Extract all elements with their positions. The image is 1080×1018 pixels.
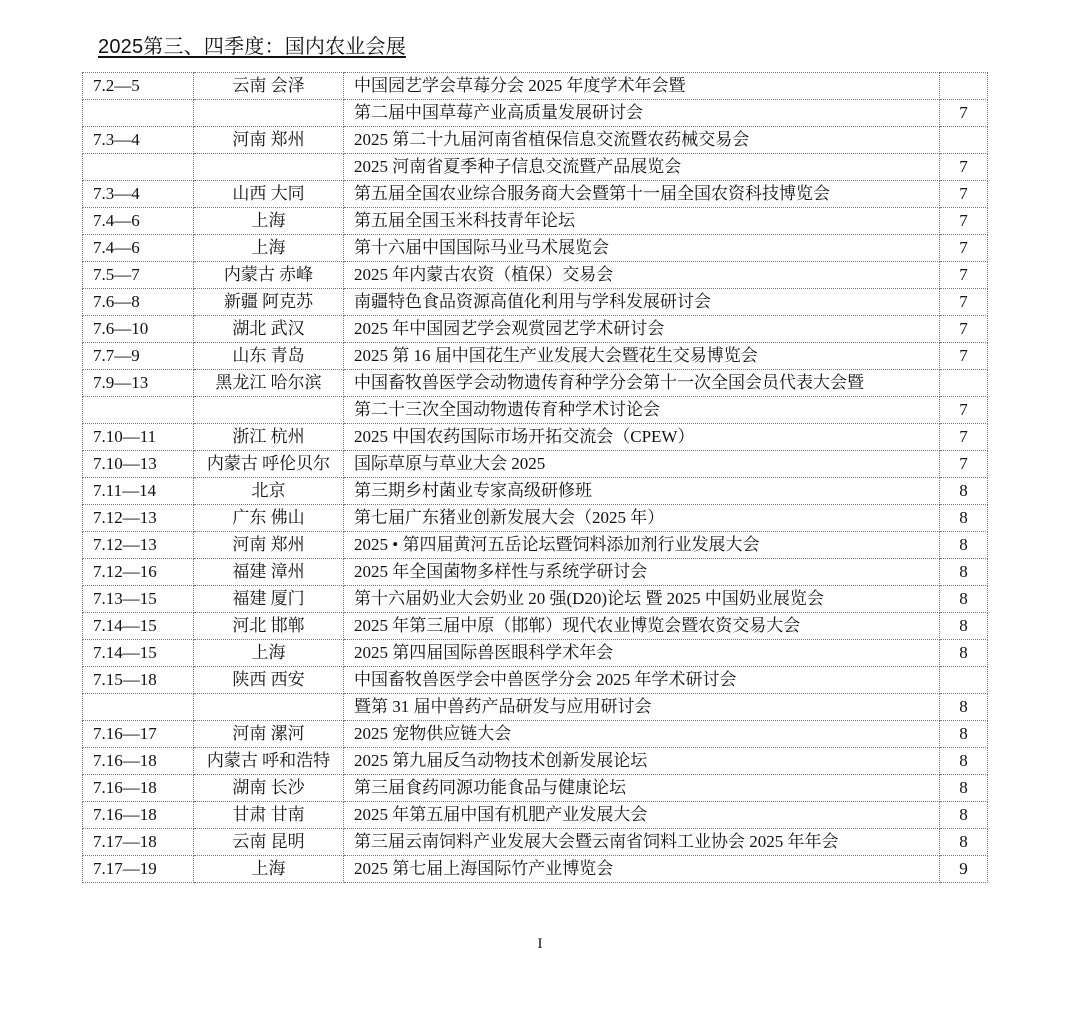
- page-ref-cell: 7: [940, 154, 988, 181]
- page-ref-cell: 7: [940, 289, 988, 316]
- page-number: I: [537, 936, 543, 952]
- page-ref-cell: 7: [940, 181, 988, 208]
- table-row: [83, 505, 988, 532]
- page-ref-cell: 8: [940, 721, 988, 748]
- date-cell: 7.12—16: [83, 559, 194, 586]
- page-ref-cell: 8: [940, 532, 988, 559]
- location-cell: [194, 154, 344, 181]
- table-row: [83, 667, 988, 694]
- date-cell: 7.14—15: [83, 640, 194, 667]
- date-cell: 7.9—13: [83, 370, 194, 397]
- location-cell: 上海: [194, 235, 344, 262]
- table-row: [83, 694, 988, 721]
- event-cell: 2025 年第三届中原（邯郸）现代农业博览会暨农资交易大会: [344, 613, 940, 640]
- event-cell: 第五届全国农业综合服务商大会暨第十一届全国农资科技博览会: [344, 181, 940, 208]
- location-cell: 福建 厦门: [194, 586, 344, 613]
- location-cell: 湖南 长沙: [194, 775, 344, 802]
- location-cell: 陕西 西安: [194, 667, 344, 694]
- event-cell: 第二届中国草莓产业高质量发展研讨会: [344, 100, 940, 127]
- table-row: [83, 100, 988, 127]
- table-row: [83, 721, 988, 748]
- event-cell: 中国园艺学会草莓分会 2025 年度学术年会暨: [344, 73, 940, 100]
- date-cell: 7.12—13: [83, 532, 194, 559]
- table-row: [83, 532, 988, 559]
- event-cell: 2025 年全国菌物多样性与系统学研讨会: [344, 559, 940, 586]
- location-cell: 甘肃 甘南: [194, 802, 344, 829]
- event-cell: 2025 第 16 届中国花生产业发展大会暨花生交易博览会: [344, 343, 940, 370]
- date-cell: 7.17—19: [83, 856, 194, 883]
- location-cell: 上海: [194, 640, 344, 667]
- location-cell: 河北 邯郸: [194, 613, 344, 640]
- date-cell: 7.4—6: [83, 235, 194, 262]
- page-ref-cell: 7: [940, 100, 988, 127]
- table-row: [83, 856, 988, 883]
- event-cell: 中国畜牧兽医学会中兽医学分会 2025 年学术研讨会: [344, 667, 940, 694]
- page-ref-cell: [940, 370, 988, 397]
- table-row: [83, 451, 988, 478]
- location-cell: 上海: [194, 856, 344, 883]
- event-cell: 2025 年第五届中国有机肥产业发展大会: [344, 802, 940, 829]
- date-cell: 7.6—8: [83, 289, 194, 316]
- table-row: [83, 829, 988, 856]
- table-row: [83, 181, 988, 208]
- location-cell: 湖北 武汉: [194, 316, 344, 343]
- page-ref-cell: 8: [940, 613, 988, 640]
- date-cell: 7.11—14: [83, 478, 194, 505]
- page-ref-cell: [940, 73, 988, 100]
- event-cell: 第十六届中国国际马业马术展览会: [344, 235, 940, 262]
- event-cell: 暨第 31 届中兽药产品研发与应用研讨会: [344, 694, 940, 721]
- page-ref-cell: 7: [940, 451, 988, 478]
- location-cell: 云南 会泽: [194, 73, 344, 100]
- date-cell: [83, 397, 194, 424]
- exhibition-table-body: [83, 73, 988, 883]
- event-cell: 第三届食药同源功能食品与健康论坛: [344, 775, 940, 802]
- location-cell: 山西 大同: [194, 181, 344, 208]
- table-row: [83, 262, 988, 289]
- date-cell: 7.16—18: [83, 748, 194, 775]
- table-row: [83, 478, 988, 505]
- date-cell: 7.6—10: [83, 316, 194, 343]
- event-cell: 第三届云南饲料产业发展大会暨云南省饲料工业协会 2025 年年会: [344, 829, 940, 856]
- location-cell: 内蒙古 赤峰: [194, 262, 344, 289]
- table-row: [83, 397, 988, 424]
- event-cell: 2025 宠物供应链大会: [344, 721, 940, 748]
- location-cell: [194, 100, 344, 127]
- location-cell: 广东 佛山: [194, 505, 344, 532]
- event-cell: 中国畜牧兽医学会动物遗传育种学分会第十一次全国会员代表大会暨: [344, 370, 940, 397]
- location-cell: 黑龙江 哈尔滨: [194, 370, 344, 397]
- exhibition-table: [82, 72, 988, 883]
- event-cell: 2025 河南省夏季种子信息交流暨产品展览会: [344, 154, 940, 181]
- event-cell: 第二十三次全国动物遗传育种学术讨论会: [344, 397, 940, 424]
- page-ref-cell: 8: [940, 802, 988, 829]
- event-cell: 国际草原与草业大会 2025: [344, 451, 940, 478]
- event-cell: 2025 • 第四届黄河五岳论坛暨饲料添加剂行业发展大会: [344, 532, 940, 559]
- date-cell: 7.7—9: [83, 343, 194, 370]
- date-cell: 7.16—18: [83, 775, 194, 802]
- location-cell: 浙江 杭州: [194, 424, 344, 451]
- page-ref-cell: [940, 667, 988, 694]
- date-cell: [83, 100, 194, 127]
- page-ref-cell: 8: [940, 640, 988, 667]
- table-row: [83, 73, 988, 100]
- date-cell: 7.5—7: [83, 262, 194, 289]
- location-cell: 福建 漳州: [194, 559, 344, 586]
- table-row: [83, 775, 988, 802]
- date-cell: 7.14—15: [83, 613, 194, 640]
- page-ref-cell: 7: [940, 262, 988, 289]
- event-cell: 第七届广东猪业创新发展大会（2025 年）: [344, 505, 940, 532]
- table-row: [83, 640, 988, 667]
- page-ref-cell: 7: [940, 316, 988, 343]
- table-row: [83, 559, 988, 586]
- page-ref-cell: 8: [940, 559, 988, 586]
- date-cell: 7.15—18: [83, 667, 194, 694]
- page-ref-cell: 7: [940, 397, 988, 424]
- location-cell: 云南 昆明: [194, 829, 344, 856]
- page-ref-cell: 7: [940, 235, 988, 262]
- event-cell: 2025 年中国园艺学会观赏园艺学术研讨会: [344, 316, 940, 343]
- date-cell: 7.13—15: [83, 586, 194, 613]
- date-cell: 7.16—17: [83, 721, 194, 748]
- event-cell: 2025 第九届反刍动物技术创新发展论坛: [344, 748, 940, 775]
- location-cell: [194, 397, 344, 424]
- page-ref-cell: 8: [940, 694, 988, 721]
- page-ref-cell: 7: [940, 208, 988, 235]
- page-ref-cell: 8: [940, 775, 988, 802]
- table-row: [83, 613, 988, 640]
- date-cell: [83, 694, 194, 721]
- date-cell: 7.3—4: [83, 127, 194, 154]
- page-ref-cell: 8: [940, 505, 988, 532]
- table-row: [83, 316, 988, 343]
- page-ref-cell: 8: [940, 478, 988, 505]
- page-ref-cell: 7: [940, 424, 988, 451]
- event-cell: 2025 年内蒙古农资（植保）交易会: [344, 262, 940, 289]
- page-ref-cell: 7: [940, 343, 988, 370]
- table-row: [83, 235, 988, 262]
- location-cell: 山东 青岛: [194, 343, 344, 370]
- date-cell: 7.2—5: [83, 73, 194, 100]
- location-cell: 河南 郑州: [194, 532, 344, 559]
- date-cell: 7.4—6: [83, 208, 194, 235]
- page-ref-cell: 8: [940, 586, 988, 613]
- page-ref-cell: 9: [940, 856, 988, 883]
- event-cell: 第五届全国玉米科技青年论坛: [344, 208, 940, 235]
- location-cell: 内蒙古 呼伦贝尔: [194, 451, 344, 478]
- table-row: [83, 343, 988, 370]
- location-cell: 北京: [194, 478, 344, 505]
- event-cell: 2025 第二十九届河南省植保信息交流暨农药械交易会: [344, 127, 940, 154]
- table-row: [83, 748, 988, 775]
- table-row: [83, 370, 988, 397]
- date-cell: 7.16—18: [83, 802, 194, 829]
- location-cell: [194, 694, 344, 721]
- date-cell: 7.10—11: [83, 424, 194, 451]
- page-ref-cell: 8: [940, 829, 988, 856]
- location-cell: 内蒙古 呼和浩特: [194, 748, 344, 775]
- table-row: [83, 127, 988, 154]
- location-cell: 河南 郑州: [194, 127, 344, 154]
- event-cell: 第三期乡村菌业专家高级研修班: [344, 478, 940, 505]
- location-cell: 上海: [194, 208, 344, 235]
- document-title: 2025第三、四季度：国内农业会展: [98, 36, 406, 58]
- date-cell: 7.17—18: [83, 829, 194, 856]
- date-cell: 7.3—4: [83, 181, 194, 208]
- location-cell: 河南 漯河: [194, 721, 344, 748]
- table-row: [83, 154, 988, 181]
- event-cell: 南疆特色食品资源高值化利用与学科发展研讨会: [344, 289, 940, 316]
- table-row: [83, 586, 988, 613]
- table-row: [83, 289, 988, 316]
- event-cell: 2025 第四届国际兽医眼科学术年会: [344, 640, 940, 667]
- table-row: [83, 802, 988, 829]
- page-ref-cell: 8: [940, 748, 988, 775]
- date-cell: [83, 154, 194, 181]
- location-cell: 新疆 阿克苏: [194, 289, 344, 316]
- event-cell: 第十六届奶业大会奶业 20 强(D20)论坛 暨 2025 中国奶业展览会: [344, 586, 940, 613]
- page-ref-cell: [940, 127, 988, 154]
- date-cell: 7.10—13: [83, 451, 194, 478]
- event-cell: 2025 第七届上海国际竹产业博览会: [344, 856, 940, 883]
- event-cell: 2025 中国农药国际市场开拓交流会（CPEW）: [344, 424, 940, 451]
- table-row: [83, 208, 988, 235]
- date-cell: 7.12—13: [83, 505, 194, 532]
- table-row: [83, 424, 988, 451]
